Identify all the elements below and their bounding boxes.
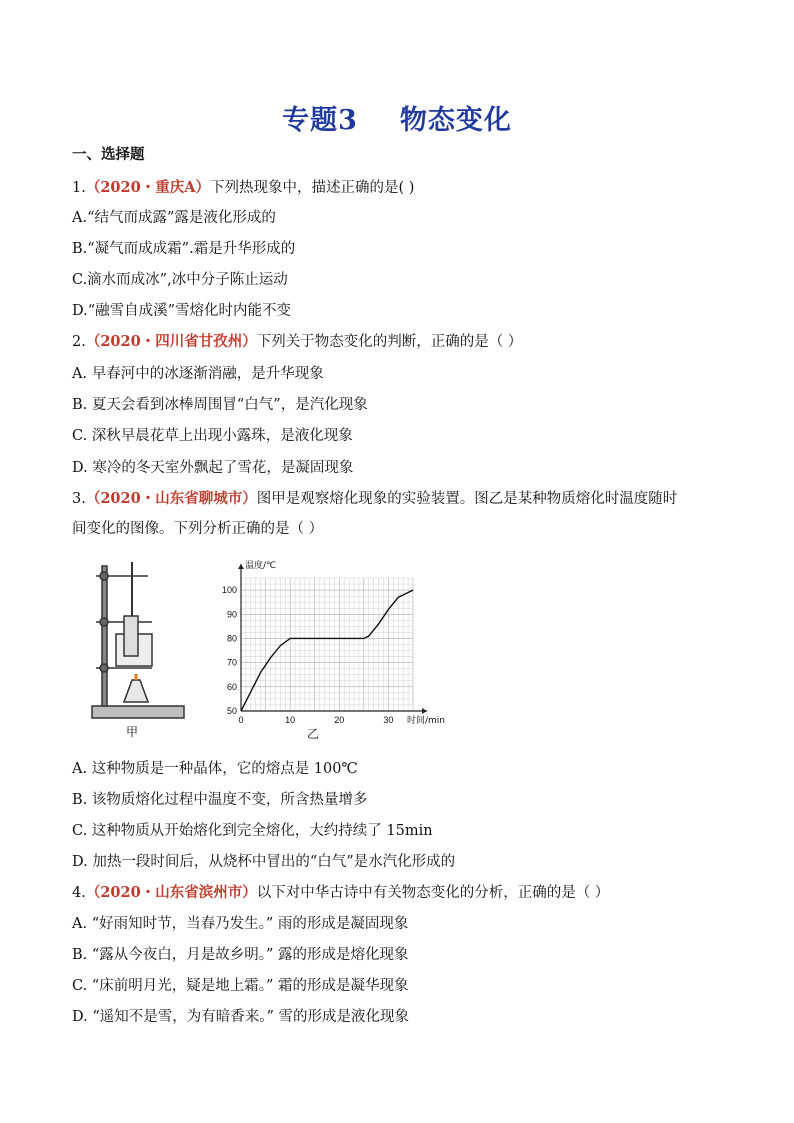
question-text: 下列关于物态变化的判断，正确的是（ ） xyxy=(256,334,523,350)
apparatus-alcohol-lamp xyxy=(124,680,148,702)
question-2-option-c: C. 深秋早晨花草上出现小露珠，是液化现象 xyxy=(72,428,353,444)
question-1-option-a: A.“结气而成露”露是液化形成的 xyxy=(72,210,276,226)
question-4-option-c: C. “床前明月光，疑是地上霜。” 霜的形成是凝华现象 xyxy=(72,978,409,994)
question-4-stem xyxy=(72,881,609,902)
title-part1: 专题3 xyxy=(282,105,358,136)
apparatus-figure xyxy=(92,562,184,718)
apparatus-base xyxy=(92,706,184,718)
x-axis-label: 时间/min xyxy=(407,716,446,726)
question-3-stem xyxy=(72,487,677,508)
question-3-option-c: C. 这种物质从开始熔化到完全熔化，大约持续了 15min xyxy=(72,823,433,839)
question-2-stem xyxy=(72,330,522,351)
question-3-option-d: D. 加热一段时间后，从烧杯中冒出的“白气”是水汽化形成的 xyxy=(72,854,456,870)
question-text: 图甲是观察熔化现象的实验装置。图乙是某种物质熔化时温度随时 xyxy=(256,491,678,507)
y-tick-label: 60 xyxy=(226,681,237,692)
x-tick-label: 20 xyxy=(334,715,345,725)
figure-caption-right: 乙 xyxy=(306,727,320,741)
question-1-option-c: C.滴水而成冰”,冰中分子陈止运动 xyxy=(72,272,288,288)
x-axis-arrow xyxy=(422,708,427,714)
y-axis-label: 温度/℃ xyxy=(245,561,277,571)
y-tick-label: 70 xyxy=(226,657,237,668)
x-tick-label: 30 xyxy=(383,715,394,725)
question-source: （2020・重庆A） xyxy=(85,179,210,196)
y-tick-label: 80 xyxy=(226,633,237,644)
y-tick-label: 50 xyxy=(226,706,237,716)
y-tick-label: 90 xyxy=(226,609,237,620)
question-source: （2020・四川省甘孜州） xyxy=(85,333,257,350)
question-1-option-d: D.“融雪自成溪”雪熔化时内能不变 xyxy=(72,303,292,319)
apparatus-knob-mid xyxy=(100,618,108,626)
question-2-option-b: B. 夏天会看到冰棒周围冒“白气”，是汽化现象 xyxy=(72,397,368,413)
question-4-option-b: B. “露从今夜白，月是故乡明。” 露的形成是熔化现象 xyxy=(72,947,409,963)
apparatus-knob-top xyxy=(100,572,108,580)
question-number: 1. xyxy=(72,180,86,196)
question-1-stem xyxy=(72,176,414,197)
figure-caption-left: 甲 xyxy=(125,725,139,739)
apparatus-stand-rod xyxy=(102,566,107,706)
question-number: 4. xyxy=(72,885,86,901)
question-2-option-a: A. 早春河中的冰逐渐消融，是升华现象 xyxy=(72,366,324,382)
question-source: （2020・山东省滨州市） xyxy=(85,884,257,901)
apparatus-knob-ring xyxy=(100,664,108,672)
question-2-option-d: D. 寒冷的冬天室外飘起了雪花，是凝固现象 xyxy=(72,460,354,476)
question-3-stem-continued: 间变化的图像。下列分析正确的是（ ） xyxy=(72,521,324,537)
apparatus-test-tube xyxy=(124,616,138,656)
question-3-option-a: A. 这种物质是一种晶体，它的熔点是 100℃ xyxy=(72,761,358,777)
y-tick-label: 100 xyxy=(221,585,237,596)
question-1-option-b: B.“凝气而成成霜”.霜是升华形成的 xyxy=(72,241,296,257)
question-4-option-d: D. “遥知不是雪，为有暗香来。” 雪的形成是液化现象 xyxy=(72,1009,410,1025)
title-part2: 物态变化 xyxy=(399,105,512,136)
question-4-option-a: A. “好雨知时节，当春乃发生。” 雨的形成是凝固现象 xyxy=(72,916,409,932)
question-3-figures xyxy=(88,556,468,746)
y-axis-arrow xyxy=(238,564,244,569)
x-tick-label: 10 xyxy=(285,715,296,725)
question-source: （2020・山东省聊城市） xyxy=(85,490,257,507)
question-text: 下列热现象中，描述正确的是( ) xyxy=(209,180,415,196)
question-text: 以下对中华古诗中有关物态变化的分析，正确的是（ ） xyxy=(256,885,610,901)
page-title xyxy=(0,98,794,137)
section-heading: 一、选择题 xyxy=(72,146,145,163)
x-tick-label: 0 xyxy=(238,715,244,725)
question-3-option-b: B. 该物质熔化过程中温度不变，所含热量增多 xyxy=(72,792,368,808)
temperature-time-chart xyxy=(222,559,445,726)
question-number: 3. xyxy=(72,491,86,507)
question-number: 2. xyxy=(72,334,86,350)
